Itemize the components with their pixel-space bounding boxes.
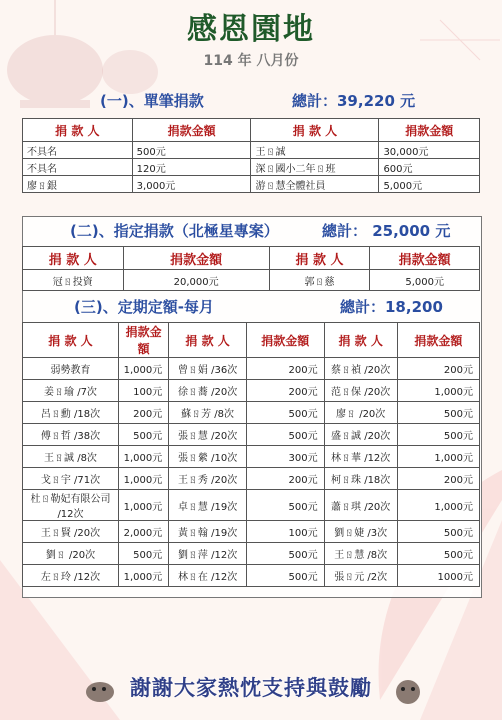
amount-cell: 100元: [246, 521, 324, 543]
donor-cell: 蔡ㄖ禎 /20次: [324, 358, 397, 380]
section1-heading: (一)、單筆捐款: [100, 92, 204, 110]
donor-cell: 林ㄖ在 /12次: [169, 565, 247, 587]
table-header-row: [23, 323, 480, 358]
table-row: [23, 358, 480, 380]
amount-cell: 3,000元: [132, 176, 251, 193]
amount-cell: 30,000元: [379, 142, 480, 159]
amount-cell: 500元: [132, 142, 251, 159]
donor-cell: 張ㄖ元 /2次: [324, 565, 397, 587]
amount-cell: 200元: [246, 358, 324, 380]
section3-heading: (三)、定期定額-每月: [74, 298, 214, 316]
table-header-row: [23, 247, 480, 270]
section2-heading: (二)、指定捐款（北極星專案）: [70, 222, 279, 240]
amount-cell: 500元: [246, 543, 324, 565]
donor-cell: 廖ㄖ銀: [23, 176, 133, 193]
amount-cell: 200元: [397, 358, 479, 380]
donor-cell: 卓ㄖ慧 /19次: [169, 490, 247, 521]
amount-cell: 1,000元: [397, 380, 479, 402]
amount-cell: 500元: [246, 402, 324, 424]
donor-cell: 王ㄖ誠 /8次: [23, 446, 119, 468]
donor-cell: 戈ㄖ宇 /71次: [23, 468, 119, 490]
amount-cell: 1,000元: [118, 565, 168, 587]
donor-cell: 柯ㄖ珠 /18次: [324, 468, 397, 490]
table-row: [23, 543, 480, 565]
donor-cell: 傅ㄖ哲 /38次: [23, 424, 119, 446]
header-amount: 捐款金額: [246, 323, 324, 358]
amount-cell: 200元: [246, 380, 324, 402]
page-title: 感恩園地: [187, 12, 315, 47]
amount-cell: 1,000元: [118, 490, 168, 521]
donor-cell: 不具名: [23, 159, 133, 176]
table-row: [23, 270, 480, 291]
amount-cell: 2,000元: [118, 521, 168, 543]
donor-cell: 游ㄖ慧全體社員: [251, 176, 379, 193]
amount-cell: 1,000元: [118, 446, 168, 468]
table-row: [23, 565, 480, 587]
donor-cell: 不具名: [23, 142, 133, 159]
donor-cell: 呂ㄖ勳 /18次: [23, 402, 119, 424]
donor-cell: 深ㄖ國小二年ㄖ班: [251, 159, 379, 176]
donor-cell: 劉ㄖ萍 /12次: [169, 543, 247, 565]
amount-cell: 500元: [397, 402, 479, 424]
header-donor: 捐 款 人: [23, 247, 124, 270]
donor-cell: 姜ㄖ瑜 /7次: [23, 380, 119, 402]
header-donor: 捐 款 人: [251, 119, 379, 142]
section1-total: 總計：39,220 元: [292, 92, 416, 110]
header-donor: 捐 款 人: [23, 119, 133, 142]
amount-cell: 500元: [397, 521, 479, 543]
header-donor: 捐 款 人: [269, 247, 370, 270]
donor-cell: 張ㄖ慧 /20次: [169, 424, 247, 446]
amount-cell: 1000元: [397, 565, 479, 587]
amount-cell: 300元: [246, 446, 324, 468]
table-row: [23, 380, 480, 402]
header-amount: 捐款金額: [123, 247, 269, 270]
amount-cell: 500元: [118, 543, 168, 565]
amount-cell: 600元: [379, 159, 480, 176]
header-donor: 捐 款 人: [324, 323, 397, 358]
table-row: [23, 176, 480, 193]
amount-cell: 200元: [118, 402, 168, 424]
amount-cell: 5,000元: [379, 176, 480, 193]
header-amount: 捐款金額: [397, 323, 479, 358]
donor-cell: 冠ㄖ投資: [23, 270, 124, 291]
table-row: [23, 446, 480, 468]
donor-cell: 曾ㄖ娟 /36次: [169, 358, 247, 380]
section2-total: 總計： 25,000 元: [322, 222, 451, 240]
donor-cell: 黃ㄖ翰 /19次: [169, 521, 247, 543]
donor-cell: 林ㄖ華 /12次: [324, 446, 397, 468]
donor-cell: 徐ㄖ蕎 /20次: [169, 380, 247, 402]
amount-cell: 5,000元: [370, 270, 480, 291]
amount-cell: 1,000元: [397, 490, 479, 521]
amount-cell: 500元: [397, 424, 479, 446]
amount-cell: 200元: [246, 468, 324, 490]
table-header-row: [23, 119, 480, 142]
donor-cell: 杜ㄖ勒妃有限公司 /12次: [23, 490, 119, 521]
donor-cell: 左ㄖ玲 /12次: [23, 565, 119, 587]
header-amount: 捐款金額: [118, 323, 168, 358]
donor-cell: 廖ㄖ /20次: [324, 402, 397, 424]
amount-cell: 120元: [132, 159, 251, 176]
donor-cell: 盛ㄖ誠 /20次: [324, 424, 397, 446]
donor-cell: 王ㄖ誠: [251, 142, 379, 159]
table-row: [23, 402, 480, 424]
donor-cell: 張ㄖ縈 /10次: [169, 446, 247, 468]
amount-cell: 200元: [397, 468, 479, 490]
header-donor: 捐 款 人: [23, 323, 119, 358]
amount-cell: 1,000元: [118, 468, 168, 490]
donor-cell: 王ㄖ賢 /20次: [23, 521, 119, 543]
amount-cell: 1,000元: [118, 358, 168, 380]
donor-cell: 蘇ㄖ芳 /8次: [169, 402, 247, 424]
donor-cell: 郭ㄖ慈: [269, 270, 370, 291]
table-row: [23, 424, 480, 446]
designated-donation-table: [22, 246, 480, 291]
monthly-donation-table: [22, 322, 480, 587]
header-amount: 捐款金額: [379, 119, 480, 142]
amount-cell: 500元: [246, 565, 324, 587]
amount-cell: 500元: [246, 490, 324, 521]
section3-total: 總計：18,200: [340, 298, 443, 316]
table-row: [23, 490, 480, 521]
table-row: [23, 142, 480, 159]
amount-cell: 100元: [118, 380, 168, 402]
amount-cell: 500元: [118, 424, 168, 446]
header-donor: 捐 款 人: [169, 323, 247, 358]
donor-cell: 弱勢教育: [23, 358, 119, 380]
single-donation-table: [22, 118, 480, 193]
amount-cell: 1,000元: [397, 446, 479, 468]
amount-cell: 500元: [397, 543, 479, 565]
donor-cell: 劉ㄖ婕 /3次: [324, 521, 397, 543]
table-row: [23, 521, 480, 543]
donor-cell: 蕭ㄖ琪 /20次: [324, 490, 397, 521]
footer-thanks: 謝謝大家熱忱支持與鼓勵: [130, 676, 372, 700]
header-amount: 捐款金額: [370, 247, 480, 270]
table-row: [23, 468, 480, 490]
donor-cell: 王ㄖ慧 /8次: [324, 543, 397, 565]
donor-cell: 劉ㄖ /20次: [23, 543, 119, 565]
header-amount: 捐款金額: [132, 119, 251, 142]
amount-cell: 20,000元: [123, 270, 269, 291]
table-row: [23, 159, 480, 176]
amount-cell: 500元: [246, 424, 324, 446]
donor-cell: 范ㄖ保 /20次: [324, 380, 397, 402]
donor-cell: 王ㄖ秀 /20次: [169, 468, 247, 490]
page-subtitle: 114 年 八月份: [203, 53, 299, 69]
